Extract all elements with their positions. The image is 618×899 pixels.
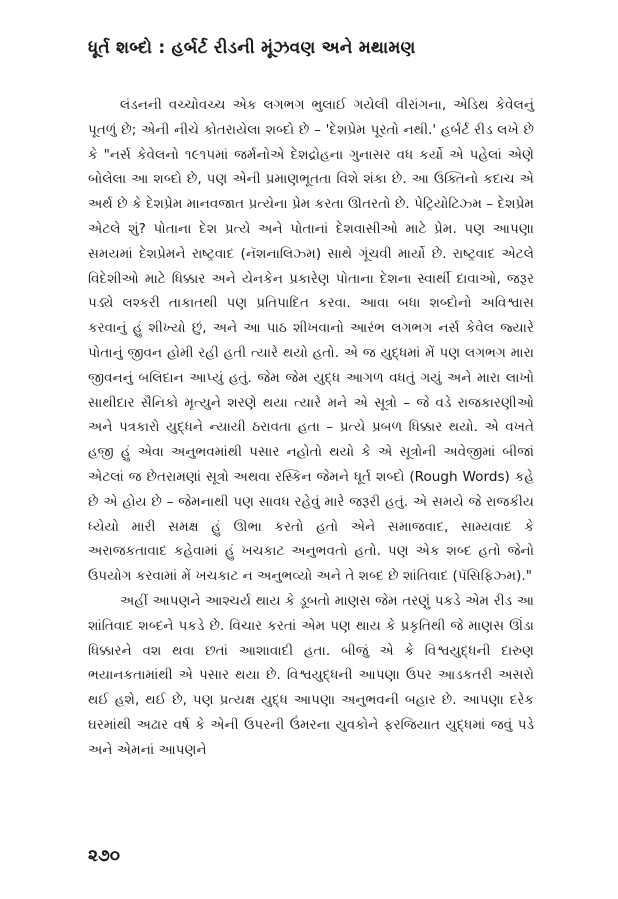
paragraph-2: અહીં આપણને આશ્ચર્ય થાય કે ડૂબતો માણસ જેમ તરણું પકડે એમ રીડ આ શાંતિવાદ શબ્દને પકડે છે. વિચાર કરતાં એમ પણ થાય કે પ્રકૃતિથી જે માણસ ઊંડા ધિક્કારને વશ થવા છતાં આશાવાદી હતા. બીજું એ કે વિશ્વયુદ્ધની દારુણ ભયાનકતામાંથી એ પસાર થયા છે. વિશ્વયુદ્ધની આપણા ઉપર આડકતરી અસરો થઈ હશે, થઈ છે, પણ પ્રત્યક્ષ યુદ્ધ આપણા અનુભવની બહાર છે. આપણા દરેક ઘરમાંથી અઢાર વર્ષ કે એની ઉપરની ઉંમરના યુવકોને ફરજિયાત યુદ્ધમાં જવું પડે અને એમનાં આપણને [88,592,534,758]
paragraph-1: લંડનની વચ્ચોવચ્ચ એક લગભગ ભુલાઈ ગયેલી વીરાંગના, એડિથ કેવેલનું પૂતળું છે; એની નીચે કોતરાયેલા શબ્દો છે – 'દેશપ્રેમ પૂરતો નથી.' હર્બર્ટ રીડ લખે છે કે "નર્સ કેવેલનો ૧૯૧૫માં જર્મનોએ દેશદ્રોહના ગુનાસર વધ કર્યો એ પહેલાં એણે બોલેલા આ શબ્દો છે, પણ એની પ્રમાણભૂતતા વિશે શંકા છે. આ ઉક્તિનો કદાચ એ અર્થ છે કે દેશપ્રેમ માનવજાત પ્રત્યેના પ્રેમ કરતા ઊતરતો છે. પેટ્રિયોટિઝ્મ – દેશપ્રેમ એટલે શું? પોતાના દેશ પ્રત્યે અને પોતાનાં દેશવાસીઓ માટે પ્રેમ. પણ આપણા સમયમાં દેશપ્રેમને રાષ્ટ્રવાદ (નૅશનાલિઝ્મ) સાથે ગૂંચવી માર્યો છે. રાષ્ટ્રવાદ એટલે વિદેશીઓ માટે ધિક્કાર અને યેનકેન પ્રકારેણ પોતાના દેશના સ્વાર્થી દાવાઓ, જરૂર પડ્યે લશ્કરી તાકાતથી પણ પ્રતિપાદિત કરવા. આવા બધા શબ્દોનો અવિશ્વાસ કરવાનું હું શીખ્યો છું, અને આ પાઠ શીખવાનો આરંભ લગભગ નર્સ કેવેલ જ્યારે પોતાનું જીવન હોમી રહી હતી ત્યારે થયો હતો. એ જ યુદ્ધમાં મેં પણ લગભગ મારા જીવનનું બલિદાન આપ્યું હતું. જેમ જેમ યુદ્ધ આગળ વધતું ગયું અને મારા લાખો સાથીદાર સૈનિકો મૃત્યુને શરણે થયા ત્યારે મને એ સૂત્રો – જે વડે રાજકારણીઓ અને પત્રકારો યુદ્ધને ન્યાયી ઠરાવતા હતા – પ્રત્યે પ્રબળ ધિક્કાર થયો. એ વખતે હજી હું એવા અનુભવમાંથી પસાર નહોતો થયો કે એ સૂત્રોની અવેજીમાં બીજાં એટલાં જ છેતરામણાં સૂત્રો અથવા રસ્કિન જેમને ધૂર્ત શબ્દો (Rough Words) કહે છે એ હોય છે – જેમનાથી પણ સાવધ રહેવું મારે જરૂરી હતું. એ સમયે જે રાજકીય ધ્યેયો મારી સમક્ષ હું ઊભા કરતો હતો એને સમાજવાદ, સામ્યવાદ કે અરાજકતાવાદ કહેવામાં હું ખચકાટ અનુભવતો હતો. પણ એક શબ્દ હતો જેનો ઉપયોગ કરવામાં મેં ખચકાટ ન અનુભવ્યો અને તે શબ્દ છે શાંતિવાદ (પૅસિફિઝ્મ)." [88,97,534,585]
running-header-title: ધૂર્ત શબ્દો : હર્બર્ટ રીડની મૂંઝવણ અને મથામણ [88,38,416,58]
page-number: ૨૭૦ [88,846,121,866]
body-text [88,93,534,763]
